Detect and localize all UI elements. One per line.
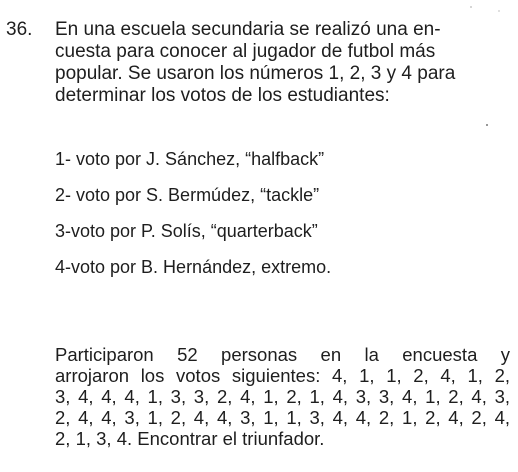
vote-option-4: 4-voto por B. Hernández, extremo. <box>55 257 332 277</box>
print-speck <box>470 6 472 8</box>
vote-option-1: 1- voto por J. Sánchez, “halfback” <box>55 149 325 169</box>
problem-number: 36. <box>6 19 33 40</box>
intro-line: determinar los votos de los estudiantes: <box>55 85 390 106</box>
print-speck <box>498 10 500 12</box>
votes-paragraph <box>55 344 510 449</box>
votes-line: 2, 1, 3, 4. Encontrar el triunfador. <box>55 428 325 449</box>
intro-line: popular. Se usaron los números 1, 2, 3 y 4 para <box>55 63 456 84</box>
votes-line: Participaron 52 personas en la encuesta y <box>55 344 510 365</box>
print-speck <box>486 124 488 126</box>
vote-option-2: 2- voto por S. Bermúdez, “tackle” <box>55 185 320 205</box>
intro-line: En una escuela secundaria se realizó una en- <box>55 19 441 40</box>
vote-options-list <box>55 148 331 292</box>
problem-intro <box>55 19 507 107</box>
intro-line: cuesta para conocer al jugador de futbol más <box>55 41 436 62</box>
votes-line: 3, 4, 4, 4, 1, 3, 3, 2, 4, 1, 2, 1, 4, 3, 3, 4, 1, 2, 4, 3, <box>55 386 510 407</box>
vote-option-3: 3-voto por P. Solís, “quarterback” <box>55 221 318 241</box>
votes-line: 2, 4, 4, 3, 1, 2, 4, 4, 3, 1, 1, 3, 4, 4, 2, 1, 2, 4, 2, 4, <box>55 407 510 428</box>
votes-line: arrojaron los votos siguientes: 4, 1, 1, 2, 4, 1, 2, <box>55 365 510 386</box>
